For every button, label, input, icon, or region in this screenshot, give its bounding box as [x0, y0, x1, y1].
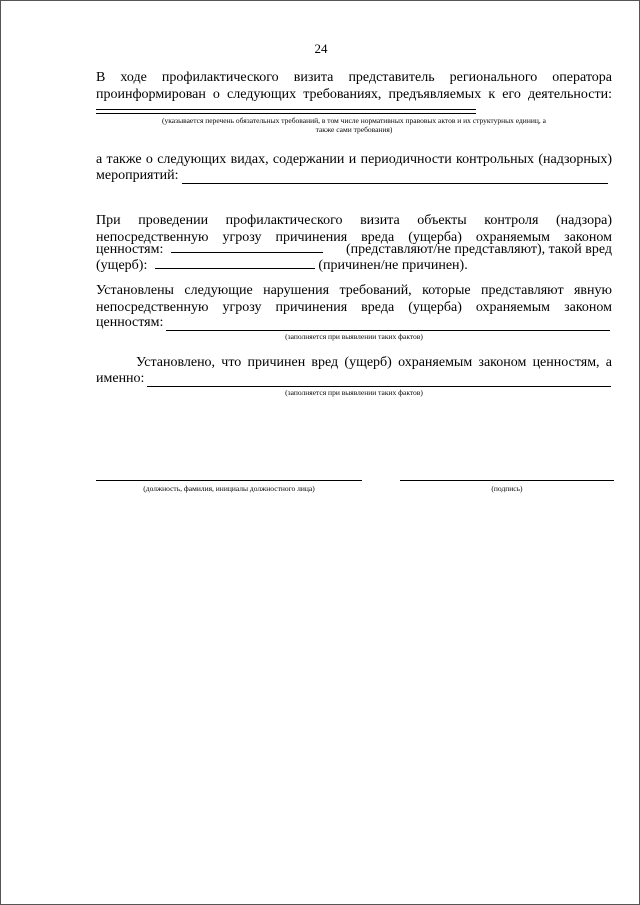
violations-line-3: [96, 314, 610, 331]
threat-values-label: ценностям:: [96, 242, 164, 257]
violations-values-label: ценностям:: [96, 315, 164, 330]
position-fill-line: [96, 480, 362, 481]
measures-fill-line: [182, 170, 609, 184]
violations-line-2: непосредственную угрозу причинения вреда (ущерба) охраняемым законом: [96, 300, 612, 315]
informed-line-2: проинформирован о следующих требованиях, предъявляемых к его деятельности:: [96, 87, 612, 102]
measures-label: мероприятий:: [96, 168, 179, 183]
violations-line-1: Установлены следующие нарушения требований, которые представляют явную: [96, 283, 612, 298]
signature-note: (подпись): [491, 484, 523, 493]
harm-line-2: [96, 370, 611, 387]
damage-fill-line: [155, 255, 315, 269]
position-note: (должность, фамилия, инициалы должностного лица): [143, 484, 315, 493]
threat-line-4: [96, 255, 612, 274]
signature-fill-line: [400, 480, 614, 481]
harm-label: именно:: [96, 371, 145, 386]
measures-line-2: [96, 167, 608, 184]
requirements-note-2: также сами требования): [315, 125, 393, 134]
threat-options: (представляют/не представляют), такой вред: [346, 242, 612, 257]
measures-line-1: а также о следующих видах, содержании и периодичности контрольных (надзорных): [96, 152, 612, 167]
harm-line-1: Установлено, что причинен вред (ущерб) охраняемым законом ценностям, а: [136, 355, 612, 370]
harm-fill-line: [147, 373, 611, 387]
page-number: 24: [314, 41, 328, 56]
threat-fill-line: [171, 239, 323, 253]
damage-options: (причинен/не причинен).: [318, 258, 468, 273]
informed-line-1: В ходе профилактического визита представитель регионального оператора: [96, 70, 612, 85]
threat-line-1: При проведении профилактического визита объекты контроля (надзора): [96, 213, 612, 228]
violations-note: (заполняется при выявлении таких фактов): [285, 332, 423, 341]
requirements-note-1: (указывается перечень обязательных требований, в том числе нормативных правовых актов и их структурных единиц, а: [162, 116, 546, 125]
violations-fill-line: [166, 317, 610, 331]
requirements-fill-line-2: [96, 113, 476, 114]
threat-line-2: непосредственную угрозу причинения вреда (ущерба) охраняемым законом: [96, 230, 612, 245]
damage-label: (ущерб):: [96, 258, 148, 273]
harm-note: (заполняется при выявлении таких фактов): [285, 388, 423, 397]
requirements-fill-line: [96, 109, 476, 110]
